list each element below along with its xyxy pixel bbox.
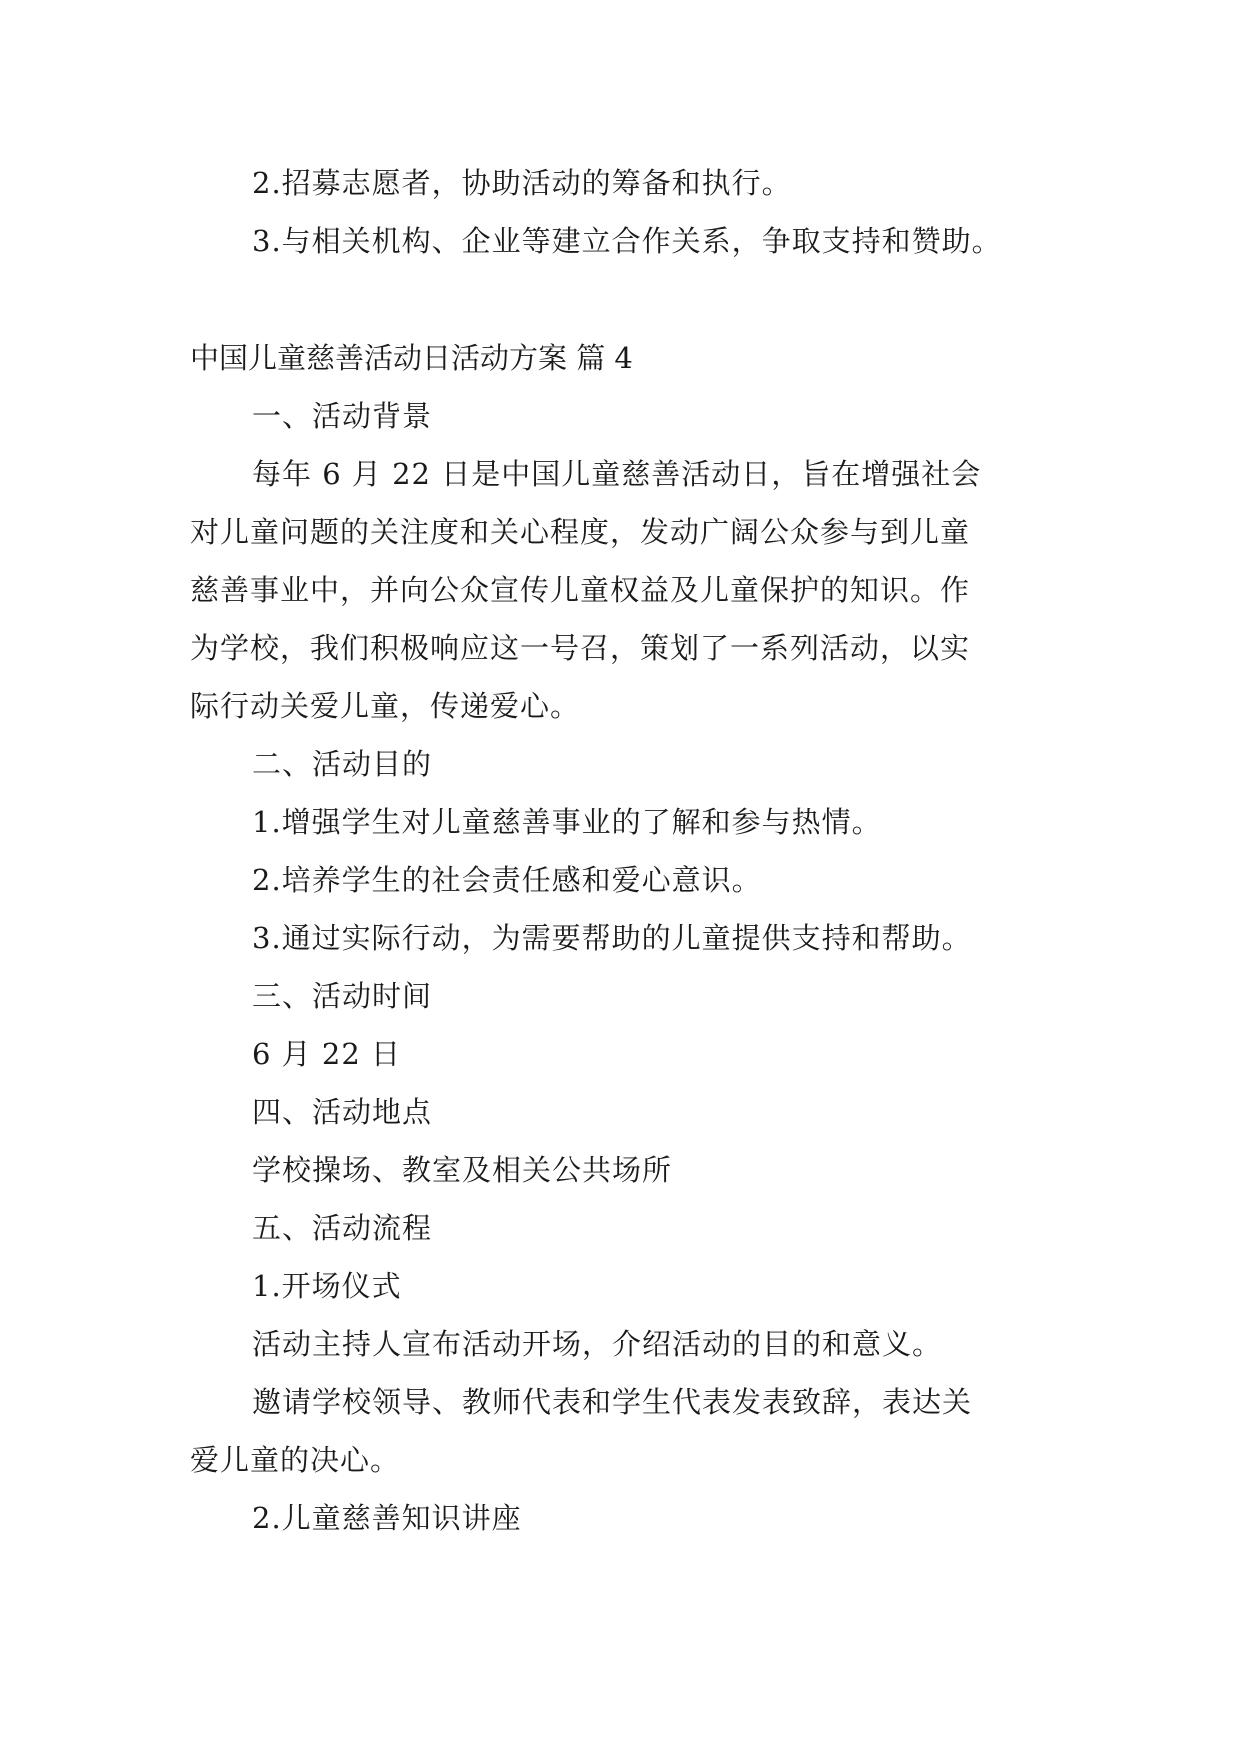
section-title: 中国儿童慈善活动日活动方案 篇 4 (190, 341, 633, 375)
paragraph-line: 对儿童问题的关注度和关心程度，发动广阔公众参与到儿童 (190, 515, 971, 549)
paragraph-line: 学校操场、教室及相关公共场所 (252, 1153, 673, 1187)
list-item: 2.儿童慈善知识讲座 (252, 1501, 522, 1535)
paragraph-line: 每年 6 月 22 日是中国儿童慈善活动日，旨在增强社会 (252, 457, 982, 491)
paragraph-line: 活动主持人宣布活动开场，介绍活动的目的和意义。 (252, 1327, 943, 1361)
list-item: 2.招募志愿者，协助活动的筹备和执行。 (252, 166, 792, 200)
list-item: 2.培养学生的社会责任感和爱心意识。 (252, 863, 762, 897)
section-heading: 二、活动目的 (252, 747, 433, 781)
paragraph-line: 爱儿童的决心。 (190, 1443, 401, 1477)
paragraph-line: 邀请学校领导、教师代表和学生代表发表致辞，表达关 (252, 1385, 973, 1419)
list-item: 1.开场仪式 (252, 1269, 402, 1303)
section-heading: 三、活动时间 (252, 979, 433, 1013)
list-item: 3.通过实际行动，为需要帮助的儿童提供支持和帮助。 (252, 921, 972, 955)
paragraph-line: 际行动关爱儿童，传递爱心。 (190, 689, 581, 723)
list-item: 1.增强学生对儿童慈善事业的了解和参与热情。 (252, 805, 882, 839)
section-heading: 一、活动背景 (252, 399, 433, 433)
paragraph-line: 6 月 22 日 (252, 1037, 402, 1071)
section-heading: 四、活动地点 (252, 1095, 433, 1129)
list-item: 3.与相关机构、企业等建立合作关系，争取支持和赞助。 (252, 224, 1002, 258)
section-heading: 五、活动流程 (252, 1211, 433, 1245)
paragraph-line: 为学校，我们积极响应这一号召，策划了一系列活动，以实 (190, 631, 971, 665)
paragraph-line: 慈善事业中，并向公众宣传儿童权益及儿童保护的知识。作 (190, 573, 971, 607)
